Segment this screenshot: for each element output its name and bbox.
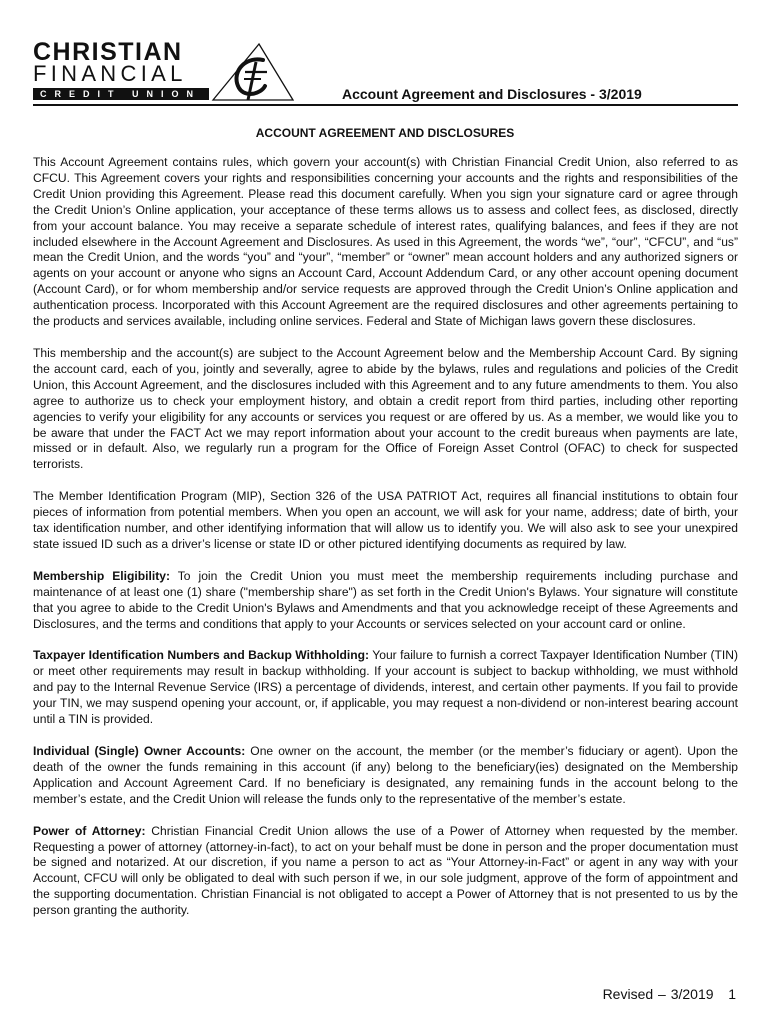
text-taxpayer-id: Your failure to furnish a correct Taxpayer Identification Number (TIN) or meet other requirements may result in backup withholding. If your account is subject to backup withholding, we must withhold and pay to the Internal Revenue Service (IRS) a percentage of dividends, interest, and certain other payments. If you fail to provide your TIN, we may suspend opening your account, or, if applicable, you may request a non-dividend or non-interest bearing account until a TIN is provided. bbox=[33, 648, 738, 727]
paragraph-membership-account: This membership and the account(s) are subject to the Account Agreement below and the Membership Account Card. By signing the account card, each of you, jointly and severally, agree to abide by the bylaws, rules and regulations and policies of the Credit Union, this Account Agreement, and the disclosures included with this Agreement and to any future amendments to them. You also agree to authorize us to check your employment history, and obtain a credit report from third parties, including other reporting agencies to verify your eligibility for any accounts or services you request or are offered by us. As a member, we would like you to be aware that under the FACT Act we may report information about your account to the credit bureaus when payments are late, missed or in default. Also, we regularly run a program for the Office of Foreign Asset Control (OFAC) to check for suspected terrorists. bbox=[33, 345, 738, 472]
paragraph-individual-owner bbox=[33, 744, 738, 808]
header-divider bbox=[33, 104, 738, 106]
heading-membership-eligibility: Membership Eligibility: bbox=[33, 568, 170, 583]
logo-triangle-cf-icon bbox=[209, 42, 295, 104]
paragraph-power-of-attorney bbox=[33, 824, 738, 919]
text-power-of-attorney: Christian Financial Credit Union allows the use of a Power of Attorney when requested by the member. Requesting a power of attorney (attorney-in-fact), to act on your behalf must be done in person and the proper documentation must be signed and notarized. At our discretion, if you name a person to act as “Your Attorney-in-Fact” or agent in any way with your Account, CFCU will only be obligated to deal with such person if we, in our sole judgment, approve of the form of appointment and the supporting documentation. Christian Financial is not obligated to accept a Power of Attorney that is not presented to us by the person granting the authority. bbox=[33, 823, 738, 918]
page-title: ACCOUNT AGREEMENT AND DISCLOSURES bbox=[255, 126, 515, 140]
page-footer bbox=[603, 986, 736, 1002]
logo-band-text: CREDIT UNION bbox=[40, 89, 201, 99]
heading-individual-owner: Individual (Single) Owner Accounts: bbox=[33, 744, 246, 758]
agreement-body bbox=[33, 155, 738, 935]
page-number: 1 bbox=[728, 986, 736, 1002]
paragraph-taxpayer-id bbox=[33, 648, 738, 728]
logo-word-christian: CHRISTIAN bbox=[33, 38, 183, 66]
heading-taxpayer-id: Taxpayer Identification Numbers and Backup Withholding: bbox=[33, 648, 370, 663]
logo-word-financial: FINANCIAL bbox=[33, 61, 187, 86]
paragraph-intro: This Account Agreement contains rules, which govern your account(s) with Christian Financial Credit Union, also referred to as CFCU. This Agreement covers your rights and responsibilities concerning your accounts and the rights and responsibilities of the Credit Union providing this Agreement. Please read this document carefully. When you sign your signature card or agree through the Credit Union’s Online application, your acceptance of these terms allows us to assess and collect fees, as disclosed, directly from your account balance. You may receive a separate schedule of interest rates, qualifying balances, and fees if they are not included elsewhere in the Account Agreement and Disclosures. As used in this Agreement, the words “we”, “our”, “CFCU”, and “us” mean the Credit Union, and the words “you” and “your”, “member” or “owner” mean account holders and any authorized signers or agents on your account or anyone who signs an Account Card, Account Addendum Card, or any other account opening document (Account Card), or for whom membership and/or service requests are approved through the Credit Union’s Online application and authentication process. Incorporated with this Account Agreement are the required disclosures and other agreements pertaining to the products and services available, including online services. Federal and State of Michigan laws govern these disclosures. bbox=[33, 155, 738, 329]
text-membership-eligibility: To join the Credit Union you must meet the membership requirements including purchase and maintenance of at least one (1) share ("membership share") as set forth in the Credit Union's Bylaws. Your signature will constitute that you agree to abide to the Credit Union's Bylaws and Amendments and that you acknowledge receipt of these Agreements and Disclosures, and the terms and conditions that apply to your Accounts or services selected on your account card or online. bbox=[33, 568, 738, 631]
text-individual-owner: One owner on the account, the member (or the member’s fiduciary or agent). Upon the death of the owner the funds remaining in this account (if any) belong to the beneficiary(ies) designated on the Membership Application and Account Agreement Card. If no beneficiary is designated, any remaining funds in the account belong to the member’s estate, and the Credit Union will release the funds only to the representative of the member’s estate. bbox=[33, 744, 738, 806]
document-header-title: Account Agreement and Disclosures - 3/2019 bbox=[342, 86, 642, 102]
heading-power-of-attorney: Power of Attorney: bbox=[33, 823, 146, 838]
paragraph-member-identification: The Member Identification Program (MIP), Section 326 of the USA PATRIOT Act, requires all financial institutions to obtain four pieces of information from potential members. When you open an account, we will ask for your name, address; date of birth, your tax identification number, and other identifying information that will allow us to identify you. We will also ask to see your unexpired state issued ID such as a driver’s license or state ID or other pictured identifying documents as required by law. bbox=[33, 489, 738, 551]
paragraph-membership-eligibility bbox=[33, 569, 738, 633]
logo-band bbox=[33, 88, 209, 100]
revised-date: Revised – 3/2019 bbox=[602, 986, 714, 1002]
credit-union-logo bbox=[33, 38, 295, 104]
